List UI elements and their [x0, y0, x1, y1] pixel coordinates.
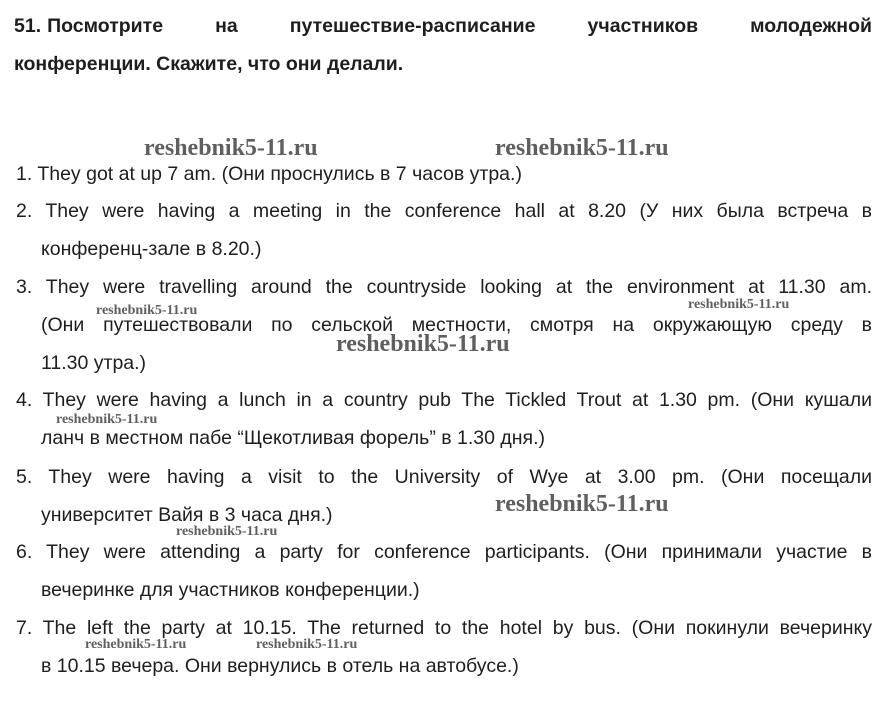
watermark: reshebnik5-11.ru	[176, 524, 278, 539]
watermark: reshebnik5-11.ru	[256, 637, 358, 652]
watermark: reshebnik5-11.ru	[336, 331, 510, 357]
task-heading	[14, 7, 872, 83]
answer-item-3: 3. They were travelling around the countryside looking at the environment at 11.30 am. (Они путешествовали по сельской местности, смотря на окружающую среду в 11.30 утра.)	[16, 276, 872, 374]
watermark: reshebnik5-11.ru	[495, 491, 669, 517]
watermark: reshebnik5-11.ru	[85, 637, 187, 652]
answer-item-1: 1. They got at up 7 am. (Они проснулись в 7 часов утра.)	[16, 163, 522, 185]
watermark: reshebnik5-11.ru	[56, 412, 158, 427]
answer-item-2: 2. They were having a meeting in the conference hall at 8.20 (У них была встреча в конференц-зале в 8.20.)	[16, 200, 872, 260]
answer-item-4: 4. They were having a lunch in a country pub The Tickled Trout at 1.30 pm. (Они кушали ланч в местном пабе “Щекотливая форель” в 1.30 дня.)	[16, 389, 872, 449]
watermark: reshebnik5-11.ru	[96, 303, 198, 318]
watermark: reshebnik5-11.ru	[495, 135, 669, 161]
answer-item-5: 5. They were having a visit to the University of Wye at 3.00 pm. (Они посещали университет Вайя в 3 часа дня.)	[16, 466, 872, 526]
answer-item-6: 6. They were attending a party for conference participants. (Они принимали участие в вечеринке для участников конференции.)	[16, 541, 872, 601]
watermark: reshebnik5-11.ru	[688, 297, 790, 312]
task-heading-line-2: конференции. Скажите, что они делали.	[14, 53, 404, 75]
task-number: 51.	[14, 15, 42, 37]
watermark: reshebnik5-11.ru	[144, 135, 318, 161]
answer-item-7: 7. The left the party at 10.15. The returned to the hotel by bus. (Они покинули вечеринку в 10.15 вечера. Они вернулись в отель на автобусе.)	[16, 617, 872, 677]
task-heading-line-1: 51. Посмотрите на путешествие-расписание участников молодежной	[14, 15, 872, 37]
